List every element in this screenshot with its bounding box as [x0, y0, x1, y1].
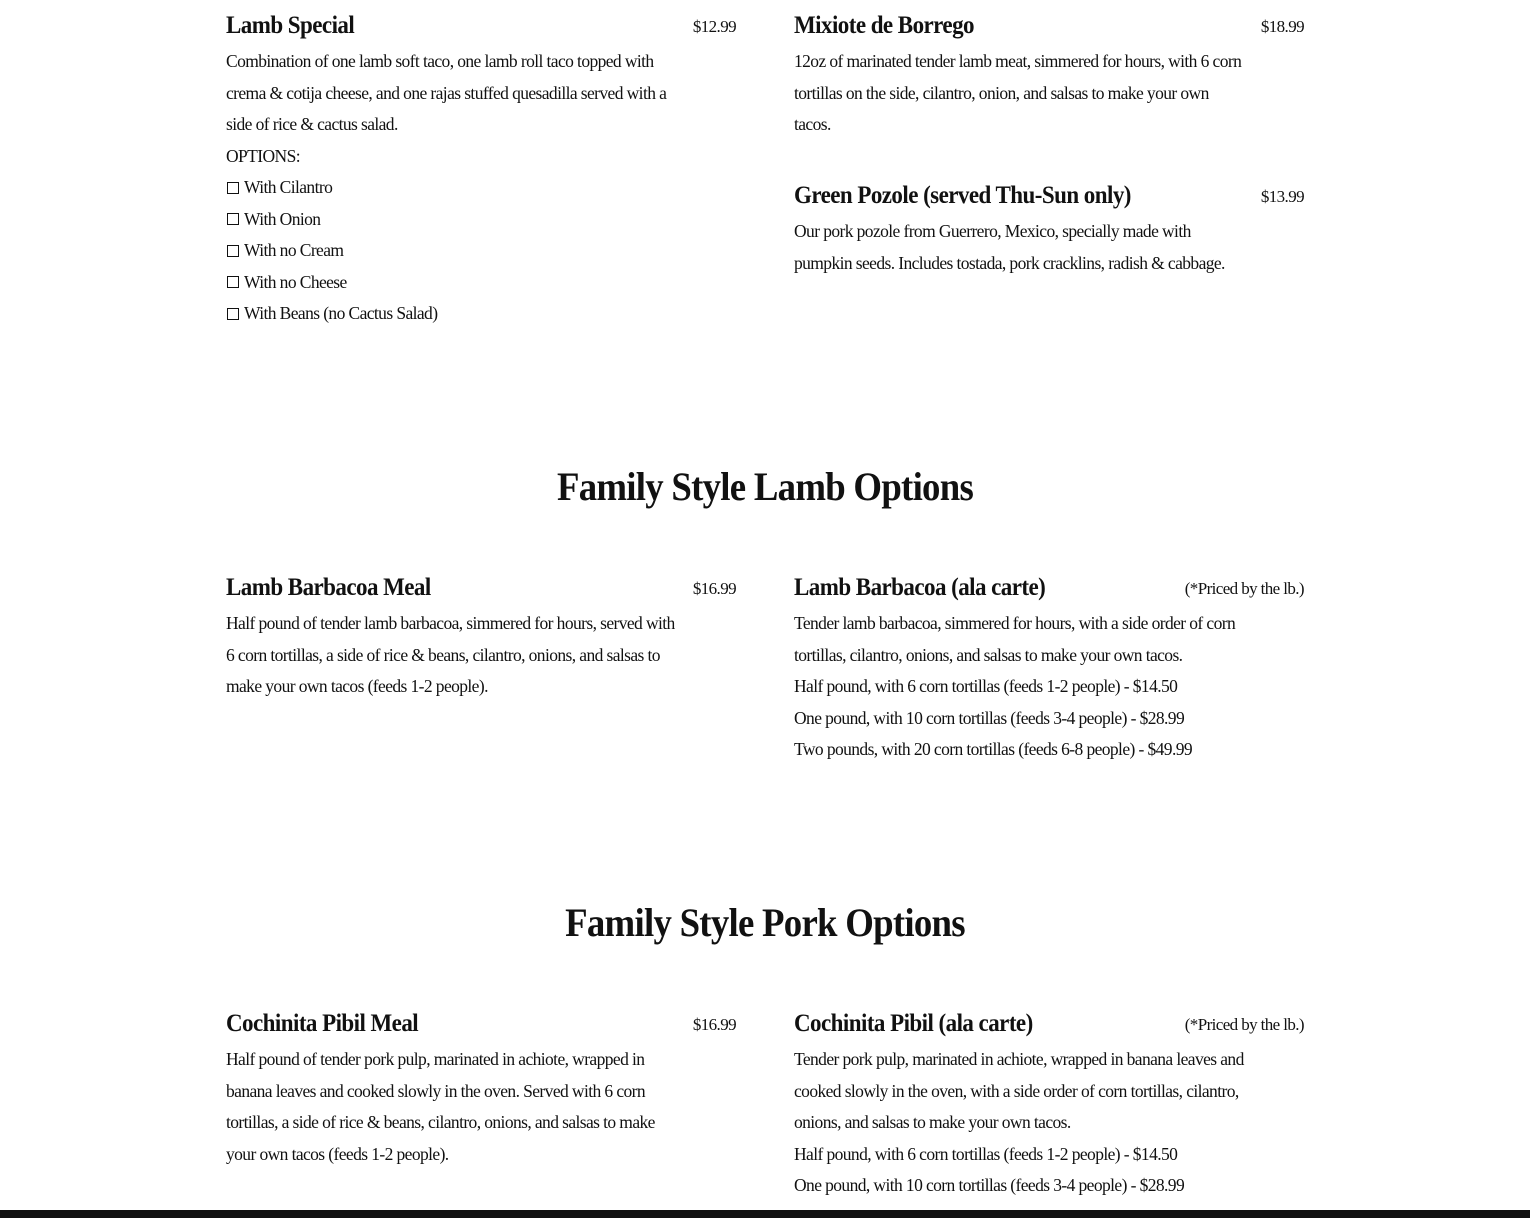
- option-label: With no Cream: [244, 240, 344, 260]
- menu-item-cochinita-ala-carte: [794, 1002, 1304, 1202]
- menu-item-mixiote: [794, 4, 1304, 141]
- item-price-note: (*Priced by the lb.): [1184, 1015, 1304, 1034]
- checkbox-icon[interactable]: [227, 213, 239, 225]
- item-header: [794, 4, 1304, 39]
- option-label: With Onion: [244, 208, 321, 229]
- option-onion[interactable]: [226, 204, 736, 236]
- checkbox-icon[interactable]: [227, 308, 239, 320]
- item-header: [226, 566, 736, 601]
- item-description: Our pork pozole from Guerrero, Mexico, specially made with pumpkin seeds. Includes tostada, pork cracklins, radish & cabbage.: [794, 221, 1225, 273]
- item-description: Combination of one lamb soft taco, one lamb roll taco topped with crema & cotija cheese, and one rajas stuffed quesadilla served with a side of rice & cactus salad.: [226, 51, 667, 134]
- item-description: Half pound of tender lamb barbacoa, simmered for hours, served with 6 corn tortillas, a side of rice & beans, cilantro, onions, and salsas to make your own tacos (feeds 1-2 people).: [226, 613, 675, 696]
- item-price: $16.99: [692, 1015, 736, 1034]
- option-label: With Cilantro: [244, 177, 333, 197]
- footer-bar: [0, 1210, 1530, 1218]
- checkbox-icon[interactable]: [227, 245, 239, 257]
- item-price: $13.99: [1260, 187, 1304, 206]
- item-name: Cochinita Pibil (ala carte): [794, 1010, 1033, 1037]
- section-title-pork: Family Style Pork Options: [565, 900, 965, 945]
- checkbox-icon[interactable]: [227, 276, 239, 288]
- item-header: [794, 1002, 1304, 1037]
- menu-item-lamb-barbacoa-meal: [226, 566, 736, 703]
- price-line: One pound, with 10 corn tortillas (feeds 3-4 people) - $28.99: [794, 707, 1185, 728]
- option-cilantro[interactable]: [226, 172, 736, 204]
- option-label: With Beans (no Cactus Salad): [244, 303, 438, 323]
- menu-item-lamb-special: [226, 4, 736, 330]
- item-name: Green Pozole (served Thu-Sun only): [794, 182, 1131, 209]
- item-name: Lamb Special: [226, 12, 355, 39]
- checkbox-icon[interactable]: [227, 182, 239, 194]
- item-description: Tender lamb barbacoa, simmered for hours, with a side order of corn tortillas, cilantro, onions, and salsas to make your own tacos.: [794, 613, 1236, 665]
- item-description: Tender pork pulp, marinated in achiote, wrapped in banana leaves and cooked slowly in the oven, with a side order of corn tortillas, cilantro, onions, and salsas to make your own tacos.: [794, 1049, 1244, 1132]
- section-title-lamb: Family Style Lamb Options: [556, 464, 974, 509]
- item-name: Cochinita Pibil Meal: [226, 1010, 419, 1037]
- item-description: 12oz of marinated tender lamb meat, simmered for hours, with 6 corn tortillas on the side, cilantro, onion, and salsas to make your own tacos.: [794, 51, 1242, 134]
- item-price: $16.99: [692, 579, 736, 598]
- item-header: [794, 174, 1304, 209]
- item-header: [794, 566, 1304, 601]
- option-no-cream[interactable]: [226, 235, 736, 267]
- menu-item-green-pozole: [794, 174, 1304, 279]
- menu-item-lamb-barbacoa-ala-carte: [794, 566, 1304, 766]
- option-no-cheese[interactable]: [226, 267, 736, 299]
- options-label: OPTIONS:: [226, 145, 300, 166]
- item-description: Half pound of tender pork pulp, marinated in achiote, wrapped in banana leaves and cooked slowly in the oven. Served with 6 corn tortillas, a side of rice & beans, cilantro, onions, and salsas to make your own tacos (feeds 1-2 people).: [226, 1049, 655, 1164]
- item-price-note: (*Priced by the lb.): [1184, 579, 1304, 598]
- option-beans[interactable]: [226, 298, 736, 330]
- menu-item-cochinita-meal: [226, 1002, 736, 1170]
- item-name: Lamb Barbacoa Meal: [226, 574, 431, 601]
- price-line: One pound, with 10 corn tortillas (feeds 3-4 people) - $28.99: [794, 1175, 1185, 1195]
- price-line: Half pound, with 6 corn tortillas (feeds 1-2 people) - $14.50: [794, 676, 1178, 696]
- option-label: With no Cheese: [244, 271, 347, 292]
- item-header: [226, 4, 736, 39]
- item-price: $18.99: [1260, 17, 1304, 36]
- item-header: [226, 1002, 736, 1037]
- item-name: Lamb Barbacoa (ala carte): [794, 574, 1046, 601]
- item-price: $12.99: [692, 17, 736, 36]
- price-line: Half pound, with 6 corn tortillas (feeds 1-2 people) - $14.50: [794, 1143, 1178, 1164]
- item-name: Mixiote de Borrego: [794, 12, 974, 39]
- price-line: Two pounds, with 20 corn tortillas (feeds 6-8 people) - $49.99: [794, 739, 1193, 759]
